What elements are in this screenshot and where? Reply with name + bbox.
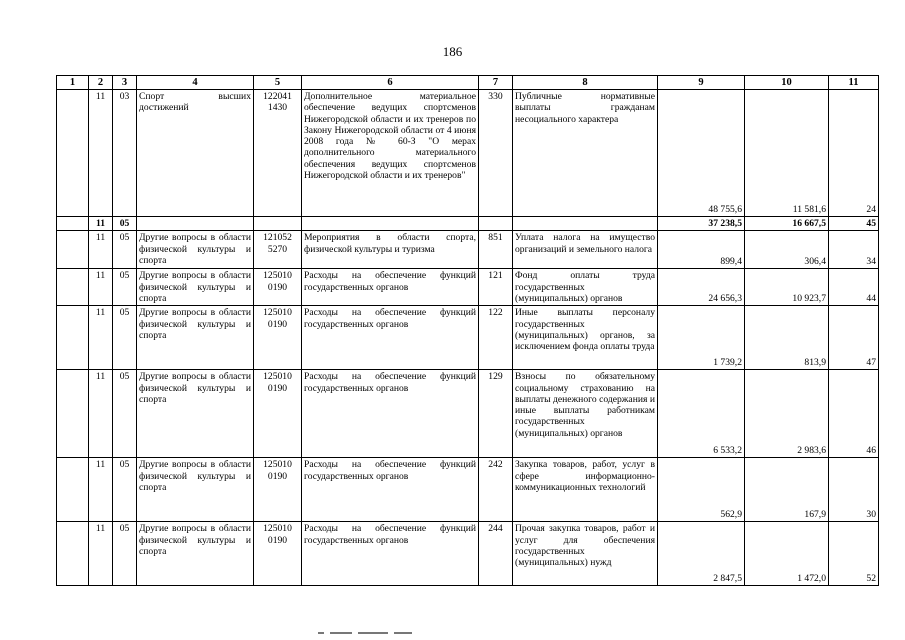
- table-body: [57, 76, 879, 586]
- cell-col-4: [137, 217, 254, 231]
- cell-col-1: [57, 306, 89, 370]
- cell-col-4: Другие вопросы в области физической культуры и спорта: [137, 306, 254, 370]
- table-row: [57, 231, 879, 269]
- cell-col-6: Расходы на обеспечение функций государственных органов: [302, 458, 479, 522]
- header-row: [57, 76, 879, 90]
- cell-col-4: Другие вопросы в области физической культуры и спорта: [137, 522, 254, 586]
- header-cell: 3: [113, 76, 137, 90]
- page-number: 186: [442, 44, 463, 59]
- cell-col-4: Другие вопросы в области физической культуры и спорта: [137, 370, 254, 458]
- cell-col-11: 24: [829, 90, 879, 217]
- cell-col-8: Иные выплаты персоналу государственных (муниципальных) органов, за исключением фонда оплаты труда: [513, 306, 658, 370]
- cell-col-2: 11: [89, 370, 113, 458]
- budget-table: [56, 75, 879, 586]
- scan-artifact: [318, 632, 428, 635]
- header-cell: 9: [658, 76, 745, 90]
- cell-col-8: Уплата налога на имущество организаций и земельного налога: [513, 231, 658, 269]
- header-cell: 1: [57, 76, 89, 90]
- cell-col-8: Закупка товаров, работ, услуг в сфере информационно-коммуникационных технологий: [513, 458, 658, 522]
- cell-col-8: [513, 217, 658, 231]
- cell-col-2: 11: [89, 522, 113, 586]
- cell-col-5: [254, 217, 302, 231]
- cell-col-10: 813,9: [745, 306, 829, 370]
- cell-col-10: 16 667,5: [745, 217, 829, 231]
- cell-col-11: 44: [829, 269, 879, 306]
- cell-col-4: Другие вопросы в области физической культуры и спорта: [137, 458, 254, 522]
- cell-col-7: 129: [479, 370, 513, 458]
- cell-col-7: 122: [479, 306, 513, 370]
- cell-col-8: Прочая закупка товаров, работ и услуг для обеспечения государственных (муниципальных) нужд: [513, 522, 658, 586]
- cell-col-2: 11: [89, 458, 113, 522]
- cell-col-9: 37 238,5: [658, 217, 745, 231]
- cell-col-3: 05: [113, 522, 137, 586]
- cell-col-2: 11: [89, 90, 113, 217]
- cell-col-10: 10 923,7: [745, 269, 829, 306]
- cell-col-2: 11: [89, 231, 113, 269]
- cell-col-1: [57, 269, 89, 306]
- cell-col-11: 52: [829, 522, 879, 586]
- table-row: [57, 90, 879, 217]
- cell-col-2: 11: [89, 269, 113, 306]
- cell-col-4: Другие вопросы в области физической культуры и спорта: [137, 231, 254, 269]
- cell-col-9: 2 847,5: [658, 522, 745, 586]
- cell-col-5: 125010 0190: [254, 458, 302, 522]
- cell-col-8: Публичные нормативные выплаты гражданам несоциального характера: [513, 90, 658, 217]
- cell-col-7: 851: [479, 231, 513, 269]
- cell-col-6: [302, 217, 479, 231]
- cell-col-5: 122041 1430: [254, 90, 302, 217]
- cell-col-7: 121: [479, 269, 513, 306]
- header-cell: 6: [302, 76, 479, 90]
- cell-col-11: 34: [829, 231, 879, 269]
- cell-col-10: 167,9: [745, 458, 829, 522]
- cell-col-7: 244: [479, 522, 513, 586]
- cell-col-3: 03: [113, 90, 137, 217]
- cell-col-5: 125010 0190: [254, 269, 302, 306]
- table-row: [57, 458, 879, 522]
- cell-col-8: Фонд оплаты труда государственных (муниципальных) органов: [513, 269, 658, 306]
- cell-col-3: 05: [113, 269, 137, 306]
- cell-col-7: 330: [479, 90, 513, 217]
- cell-col-4: Спорт высших достижений: [137, 90, 254, 217]
- table-row: [57, 522, 879, 586]
- cell-col-9: 1 739,2: [658, 306, 745, 370]
- cell-col-9: 6 533,2: [658, 370, 745, 458]
- cell-col-6: Мероприятия в области спорта, физической культуры и туризма: [302, 231, 479, 269]
- table-row: [57, 306, 879, 370]
- cell-col-1: [57, 217, 89, 231]
- cell-col-5: 125010 0190: [254, 370, 302, 458]
- cell-col-3: 05: [113, 217, 137, 231]
- cell-col-6: Расходы на обеспечение функций государственных органов: [302, 370, 479, 458]
- cell-col-5: 121052 5270: [254, 231, 302, 269]
- cell-col-6: Расходы на обеспечение функций государственных органов: [302, 306, 479, 370]
- header-cell: 5: [254, 76, 302, 90]
- header-cell: 8: [513, 76, 658, 90]
- cell-col-7: 242: [479, 458, 513, 522]
- cell-col-11: 30: [829, 458, 879, 522]
- header-cell: 2: [89, 76, 113, 90]
- cell-col-1: [57, 458, 89, 522]
- cell-col-2: 11: [89, 217, 113, 231]
- subtotal-row: [57, 217, 879, 231]
- cell-col-9: 24 656,3: [658, 269, 745, 306]
- cell-col-3: 05: [113, 306, 137, 370]
- cell-col-3: 05: [113, 458, 137, 522]
- cell-col-6: Расходы на обеспечение функций государственных органов: [302, 522, 479, 586]
- cell-col-9: 899,4: [658, 231, 745, 269]
- cell-col-7: [479, 217, 513, 231]
- header-cell: 11: [829, 76, 879, 90]
- cell-col-5: 125010 0190: [254, 306, 302, 370]
- cell-col-11: 46: [829, 370, 879, 458]
- cell-col-1: [57, 370, 89, 458]
- cell-col-1: [57, 231, 89, 269]
- cell-col-4: Другие вопросы в области физической культуры и спорта: [137, 269, 254, 306]
- cell-col-9: 562,9: [658, 458, 745, 522]
- cell-col-10: 1 472,0: [745, 522, 829, 586]
- table-row: [57, 269, 879, 306]
- cell-col-1: [57, 522, 89, 586]
- cell-col-10: 2 983,6: [745, 370, 829, 458]
- cell-col-8: Взносы по обязательному социальному страхованию на выплаты денежного содержания и иные выплаты работникам государственных (муниципальных) органов: [513, 370, 658, 458]
- cell-col-9: 48 755,6: [658, 90, 745, 217]
- cell-col-6: Дополнительное материальное обеспечение ведущих спортсменов Нижегородской области и их тренеров по Закону Нижегородской области от 4 июня 2008 года № 60-З "О мерах дополнительного материального обеспечения ведущих спортсменов Нижегородской области и их тренеров": [302, 90, 479, 217]
- table-row: [57, 370, 879, 458]
- cell-col-2: 11: [89, 306, 113, 370]
- cell-col-5: 125010 0190: [254, 522, 302, 586]
- cell-col-6: Расходы на обеспечение функций государственных органов: [302, 269, 479, 306]
- header-cell: 4: [137, 76, 254, 90]
- cell-col-3: 05: [113, 231, 137, 269]
- cell-col-11: 45: [829, 217, 879, 231]
- cell-col-11: 47: [829, 306, 879, 370]
- header-cell: 7: [479, 76, 513, 90]
- cell-col-1: [57, 90, 89, 217]
- header-cell: 10: [745, 76, 829, 90]
- cell-col-10: 11 581,6: [745, 90, 829, 217]
- cell-col-3: 05: [113, 370, 137, 458]
- cell-col-10: 306,4: [745, 231, 829, 269]
